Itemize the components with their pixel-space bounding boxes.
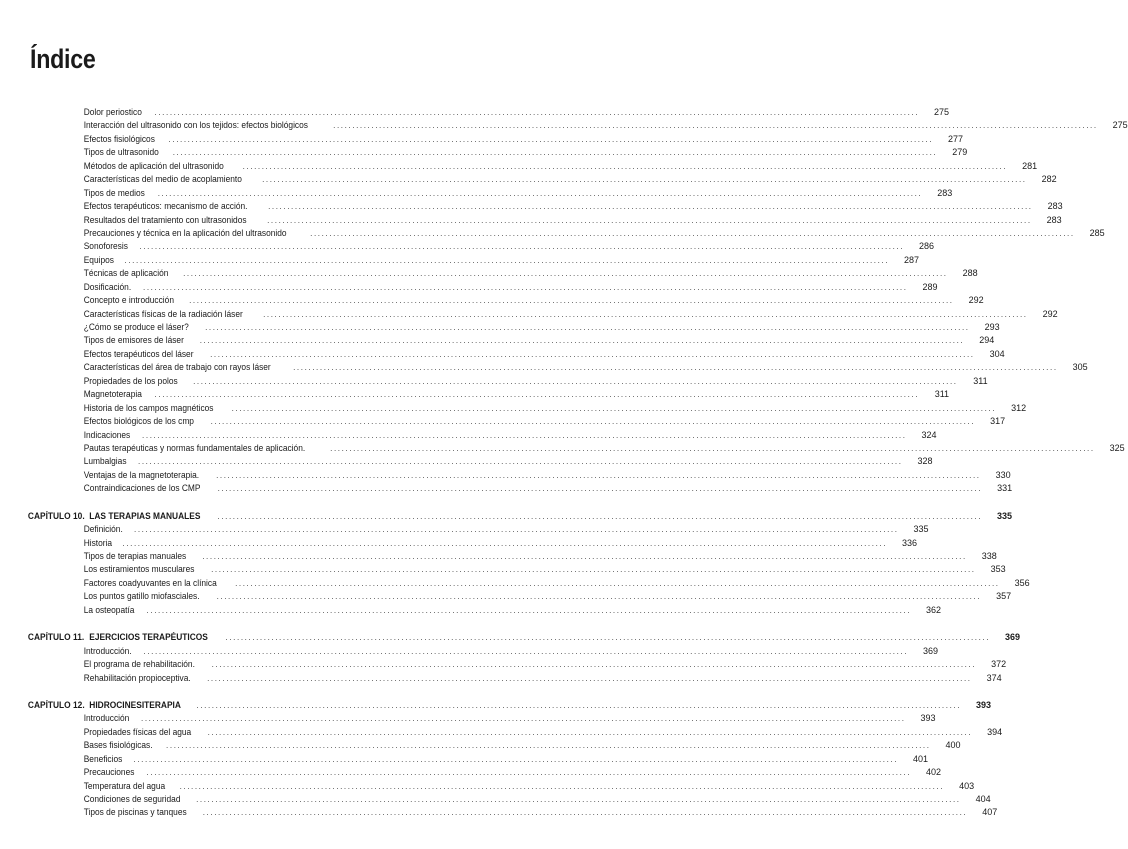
toc-entry-label [0,281,131,294]
toc-entry [0,712,936,725]
dot-leader: ........................................................................................................................................................................................................ [154,390,920,400]
toc-entry [0,469,1011,482]
dot-leader: ........................................................................................................................................................................................................ [122,538,888,548]
dot-leader: ........................................................................................................................................................................................................ [262,175,1027,185]
dot-leader: ........................................................................................................................................................................................................ [242,161,1008,171]
page-number: 288 [962,268,978,279]
entry-title: Los estiramientos musculares [83,564,195,575]
page-title: Índice [30,44,96,74]
table-of-contents [0,106,1128,820]
toc-entry-label [0,415,194,428]
chapter-heading-label [0,510,200,523]
entry-title: Rehabilitación propioceptiva. [83,672,191,683]
dot-leader: ........................................................................................................................................................................................................ [157,188,923,198]
dot-leader: ........................................................................................................................................................................................................ [154,108,920,117]
dot-leader: ........................................................................................................................................................................................................ [207,727,973,737]
page-number: 400 [945,740,961,751]
toc-entry [0,455,933,468]
entry-title: Propiedades físicas del agua [83,726,192,737]
toc-entry-label [0,133,155,146]
toc-entry-label [0,240,128,253]
toc-entry [0,200,1063,213]
dot-leader: ........................................................................................................................................................................................................ [193,376,958,386]
dot-leader: ........................................................................................................................................................................................................ [310,228,1075,238]
page-number: 285 [1089,227,1105,238]
toc-entry-label [0,590,200,603]
entry-title: Beneficios [83,753,123,764]
toc-entry [0,227,1105,240]
entry-title: Características del área de trabajo con rayos láser [83,362,271,373]
toc-entry [0,321,1000,334]
toc-entry-label [0,267,168,280]
dot-leader: ........................................................................................................................................................................................................ [330,443,1095,453]
toc-entry [0,726,1003,739]
dot-leader: ........................................................................................................................................................................................................ [205,323,970,332]
toc-entry-label [0,766,134,779]
toc-entry-label [0,160,224,173]
dot-leader: ........................................................................................................................................................................................................ [217,484,983,494]
dot-leader: ........................................................................................................................................................................................................ [124,255,890,265]
toc-entry [0,442,1125,455]
page-number: 353 [990,564,1006,575]
toc-entry [0,308,1058,321]
entry-title: Tipos de terapias manuales [83,551,187,561]
toc-entry-label [0,227,287,240]
toc-entry-label [0,658,195,671]
entry-title: Temperatura del agua [83,780,166,791]
toc-entry [0,106,950,119]
page-number: 393 [920,713,936,724]
page-number: 283 [1046,214,1062,225]
toc-entry [0,604,942,617]
toc-entry [0,590,1012,603]
dot-leader: ........................................................................................................................................................................................................ [166,741,931,751]
chapter-heading-label [0,699,181,712]
toc-entry-label [0,214,247,227]
entry-title: Introducción [83,713,130,724]
dot-leader: ........................................................................................................................................................................................................ [231,403,997,413]
dot-leader: ........................................................................................................................................................................................................ [196,700,962,710]
entry-title: Contraindicaciones de los CMP [83,483,201,494]
toc-entry-label [0,442,305,455]
entry-title: Interacción del ultrasonido con los tejidos: efectos biológicos [83,120,308,131]
toc-entry [0,537,918,550]
toc-entry-label [0,200,247,213]
toc-entry [0,482,1013,495]
page-number: 336 [902,537,918,548]
page-number: 279 [952,147,968,158]
toc-entry-label [0,523,123,536]
entry-title: Precauciones [83,767,135,778]
page-number: 369 [923,645,939,656]
dot-leader: ........................................................................................................................................................................................................ [179,781,945,791]
page-number: 356 [1014,577,1030,588]
page-number: 277 [948,133,964,144]
toc-entry [0,753,929,766]
page-number: 292 [968,295,984,306]
toc-entry-label [0,604,134,617]
toc-entry [0,563,1006,576]
entry-title: Historia [83,537,113,548]
page-number: 338 [981,551,997,561]
entry-title: Magnetoterapia [83,389,142,400]
dot-leader: ........................................................................................................................................................................................................ [211,565,976,575]
entry-title: Lumbalgias [83,456,127,467]
toc-entry-label [0,187,145,200]
toc-entry-label [0,388,142,401]
section-gap [0,617,600,631]
dot-leader: ........................................................................................................................................................................................................ [217,511,983,521]
page-number: 372 [991,659,1007,670]
dot-leader: ........................................................................................................................................................................................................ [143,282,908,292]
toc-entry-label [0,106,142,119]
toc-entry-label [0,753,122,766]
entry-title: Concepto e introducción [83,295,174,306]
chapter-number: CAPÍTULO 12. [27,699,85,710]
entry-title: Condiciones de seguridad [83,794,181,804]
dot-leader: ........................................................................................................................................................................................................ [333,121,1098,131]
toc-entry [0,780,975,793]
page-number: 401 [913,753,929,764]
page-number: 369 [1005,632,1021,643]
page-number: 305 [1072,362,1088,373]
entry-title: Definición. [83,524,123,535]
entry-title: Tipos de emisores de láser [83,335,184,346]
entry-title: Tipos de piscinas y tanques [83,807,187,818]
page-number: 331 [997,483,1013,494]
dot-leader: ........................................................................................................................................................................................................ [134,525,899,535]
dot-leader: ........................................................................................................................................................................................................ [139,242,905,252]
toc-entry-label [0,645,132,658]
toc-entry [0,766,942,779]
toc-entry-label [0,146,159,159]
entry-title: Técnicas de aplicación [83,268,169,279]
chapter-number: CAPÍTULO 10. [27,510,85,521]
page-number: 374 [986,672,1002,683]
toc-entry-label [0,550,186,563]
toc-entry-label [0,119,308,132]
toc-entry-label [0,726,191,739]
page-number: 286 [919,241,935,252]
dot-leader: ........................................................................................................................................................................................................ [199,336,965,346]
toc-entry [0,793,991,806]
toc-entry [0,645,939,658]
toc-entry-label [0,173,242,186]
toc-entry-label [0,563,194,576]
toc-entry [0,254,920,267]
page-number: 287 [904,254,920,265]
entry-title: Efectos terapéuticos: mecanismo de acción. [83,201,248,212]
toc-entry [0,348,1005,361]
page-number: 283 [1047,201,1063,212]
toc-entry [0,402,1027,415]
entry-title: Dosificación. [83,281,132,292]
toc-entry-label [0,469,199,482]
toc-entry [0,267,978,280]
entry-title: Características físicas de la radiación láser [83,308,243,319]
dot-leader: ........................................................................................................................................................................................................ [172,148,938,158]
toc-entry [0,523,929,536]
entry-title: Los puntos gatillo miofasciales. [83,591,200,602]
toc-entry [0,214,1062,227]
page-number: 312 [1011,402,1027,413]
toc-entry [0,806,998,819]
entry-title: Pautas terapéuticas y normas fundamentales de aplicación. [83,442,306,453]
dot-leader: ........................................................................................................................................................................................................ [146,605,912,615]
toc-entry-label [0,294,174,307]
entry-title: Tipos de medios [83,187,145,198]
page-number: 311 [973,375,988,386]
toc-entry-label [0,429,130,442]
toc-entry [0,119,1128,132]
dot-leader: ........................................................................................................................................................................................................ [133,754,899,764]
dot-leader: ........................................................................................................................................................................................................ [146,768,912,778]
entry-title: Tipos de ultrasonido [83,147,159,158]
toc-entry [0,187,953,200]
toc-entry-label [0,793,180,806]
toc-entry-label [0,672,191,685]
dot-leader: ........................................................................................................................................................................................................ [210,417,976,427]
dot-leader: ........................................................................................................................................................................................................ [196,795,961,804]
section-gap [0,496,600,510]
toc-entry [0,429,937,442]
dot-leader: ........................................................................................................................................................................................................ [138,457,903,467]
entry-title: Historia de los campos magnéticos [83,402,214,413]
page-number: 403 [959,780,975,791]
toc-entry [0,281,938,294]
page-number: 407 [982,807,998,818]
page-number: 357 [996,591,1012,602]
toc-entry [0,658,1007,671]
toc-entry [0,361,1088,374]
entry-title: Precauciones y técnica en la aplicación del ultrasonido [83,227,287,238]
toc-entry-label [0,334,184,347]
page-number: 311 [934,389,950,400]
dot-leader: ........................................................................................................................................................................................................ [216,592,982,602]
dot-leader: ........................................................................................................................................................................................................ [189,296,954,306]
toc-entry-label [0,712,129,725]
page-number: 294 [979,335,995,346]
toc-entry [0,739,961,752]
toc-entry-label [0,537,112,550]
page-number: 275 [1112,120,1128,131]
page-number: 281 [1022,160,1038,171]
dot-leader: ........................................................................................................................................................................................................ [143,646,909,656]
entry-title: Bases fisiológicas. [83,740,153,751]
page-number: 394 [987,726,1003,737]
toc-entry-label [0,361,271,374]
toc-entry [0,294,984,307]
entry-title: Indicaciones [83,429,131,440]
toc-entry [0,146,968,159]
dot-leader: ........................................................................................................................................................................................................ [293,363,1058,373]
page-number: 325 [1109,442,1125,453]
entry-title: Resultados del tratamiento con ultrasonidos [83,214,247,225]
page-number: 275 [934,107,950,117]
entry-title: Introducción. [83,645,132,656]
chapter-title: HIDROCINESITERAPIA [89,699,181,710]
chapter-title: EJERCICIOS TERAPÉUTICOS [89,632,208,643]
toc-entry-label [0,375,178,388]
toc-entry [0,133,964,146]
dot-leader: ........................................................................................................................................................................................................ [141,714,906,724]
page-number: 282 [1041,174,1057,185]
toc-entry [0,388,950,401]
entry-title: Efectos fisiológicos [83,133,155,144]
chapter-title: LAS TERAPIAS MANUALES [89,510,201,521]
page-number: 362 [926,604,942,615]
toc-entry-label [0,348,194,361]
entry-title: Factores coadyuvantes en la clínica [83,577,217,588]
toc-entry [0,577,1030,590]
page-number: 393 [976,699,992,710]
toc-entry [0,550,997,563]
page-number: 404 [975,794,991,804]
entry-title: El programa de rehabilitación. [83,659,195,670]
page-number: 335 [913,524,929,535]
entry-title: Propiedades de los polos [83,375,178,386]
toc-entry-label [0,402,213,415]
entry-title: Métodos de aplicación del ultrasonido [83,160,224,171]
chapter-heading-label [0,631,208,644]
chapter-heading [0,510,1013,523]
toc-entry [0,334,995,347]
toc-entry-label [0,308,243,321]
dot-leader: ........................................................................................................................................................................................................ [168,134,934,144]
entry-title: Efectos terapéuticos del láser [83,348,194,359]
toc-entry-label [0,577,217,590]
toc-entry-label [0,806,187,819]
dot-leader: ........................................................................................................................................................................................................ [202,808,968,818]
page-number: 289 [922,281,938,292]
dot-leader: ........................................................................................................................................................................................................ [207,673,972,683]
dot-leader: ........................................................................................................................................................................................................ [183,269,948,279]
page-number: 292 [1042,308,1058,319]
chapter-heading [0,631,1021,644]
toc-entry-label [0,455,127,468]
dot-leader: ........................................................................................................................................................................................................ [142,430,907,440]
page-number: 304 [989,348,1005,359]
toc-entry [0,415,1006,428]
section-gap [0,685,600,699]
entry-title: Ventajas de la magnetoterapia. [83,469,200,480]
toc-entry [0,375,988,388]
toc-entry-label [0,780,165,793]
entry-title: Dolor periostico [83,107,142,117]
toc-entry-label [0,254,114,267]
dot-leader: ........................................................................................................................................................................................................ [210,349,975,359]
entry-title: Equipos [83,254,114,265]
entry-title: Sonoforesis [83,241,128,252]
page-number: 324 [921,429,937,440]
chapter-number: CAPÍTULO 11. [27,632,85,643]
chapter-heading [0,699,992,712]
toc-entry [0,160,1038,173]
dot-leader: ........................................................................................................................................................................................................ [225,633,991,643]
entry-title: ¿Cómo se produce el láser? [83,322,189,332]
entry-title: Características del medio de acoplamiento [83,174,242,185]
entry-title: La osteopatía [83,604,135,615]
toc-entry-label [0,739,153,752]
dot-leader: ........................................................................................................................................................................................................ [267,215,1032,225]
dot-leader: ........................................................................................................................................................................................................ [235,578,1000,588]
toc-entry [0,240,935,253]
toc-entry [0,672,1002,685]
toc-entry-label [0,321,189,334]
dot-leader: ........................................................................................................................................................................................................ [211,660,977,670]
entry-title: Efectos biológicos de los cmp [83,416,194,427]
page-number: 330 [995,469,1011,480]
page-number: 317 [990,416,1006,427]
page-number: 328 [917,456,933,467]
dot-leader: ........................................................................................................................................................................................................ [268,202,1033,212]
dot-leader: ........................................................................................................................................................................................................ [202,552,967,561]
dot-leader: ........................................................................................................................................................................................................ [216,470,981,480]
toc-entry [0,173,1057,186]
page-number: 293 [984,322,1000,332]
page-number: 335 [997,510,1013,521]
page-number: 402 [926,767,942,778]
dot-leader: ........................................................................................................................................................................................................ [263,309,1028,319]
toc-entry-label [0,482,200,495]
page-number: 283 [937,187,953,198]
